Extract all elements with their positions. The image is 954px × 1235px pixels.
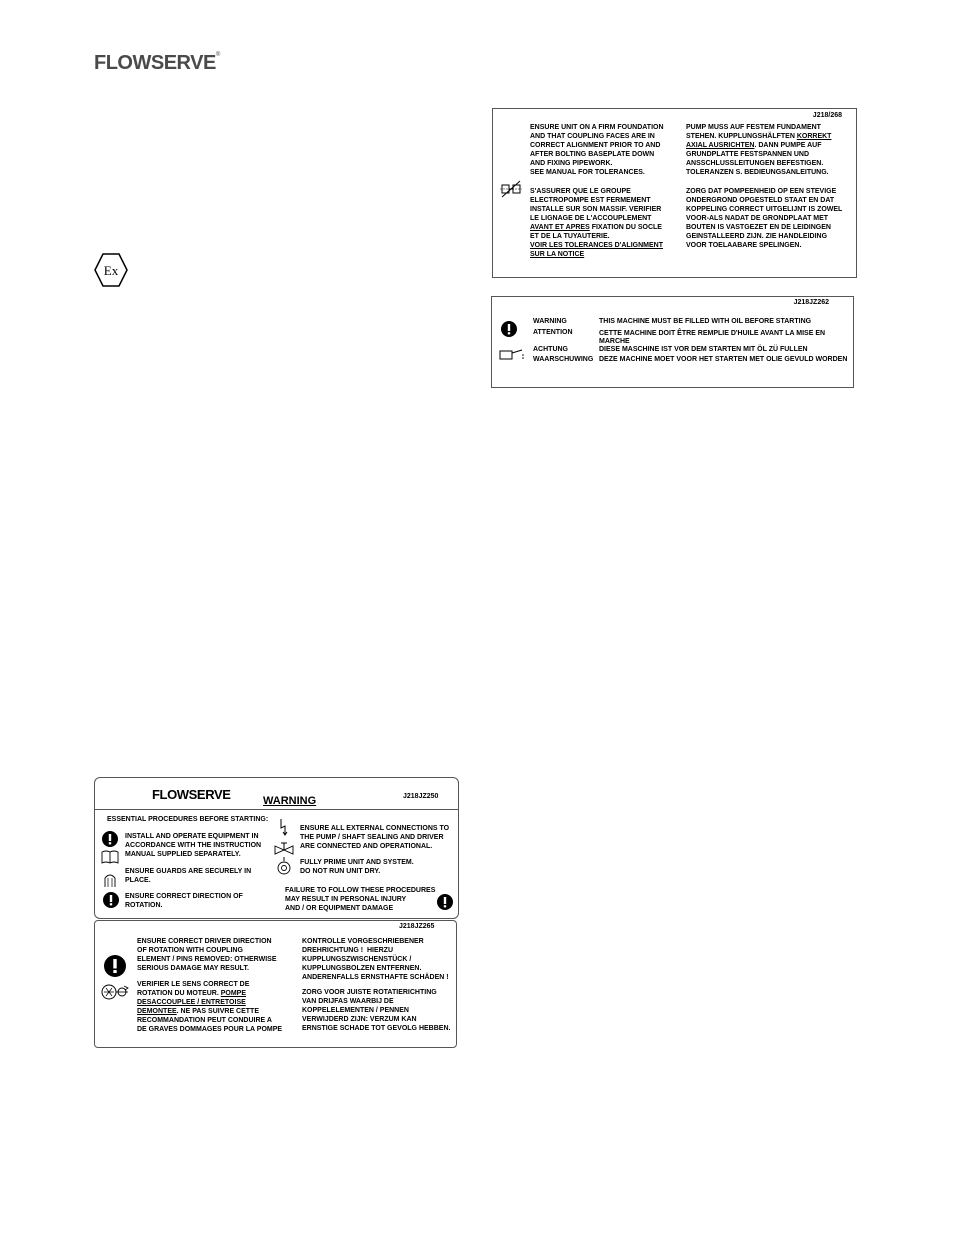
logo-text: FLOWSERVE [94,52,216,74]
label-code: J218/268 [812,112,842,119]
warning-title: WARNING [263,795,317,807]
fr-text-underlined: POMPE DESACCOUPLEE / ENTRETOISE DEMONTEE [137,990,247,1015]
guard-icon [103,872,117,888]
warning-label-header-divider [95,809,458,810]
warning-item-rotation: ENSURE CORRECT DIRECTION OF ROTATION. [125,893,243,909]
fr-text-part: VERIFIER LE SENS CORRECT DE ROTATION DU MOTEUR. [137,981,250,997]
rotation-label [94,920,457,1048]
exclamation-icon [437,894,453,910]
alignment-text-de [686,123,831,177]
de-text-part: . DANN PUMPE AUF GRUNDPLATTE FESTSPANNEN UND ANSSCHLUSSLEITUNGEN BEFESTIGEN. TOLERANZEN S. BEDIEUNGSANLEITUNG. [686,142,829,176]
fr-text-part: . NE PAS SUIVRE CETTE RECOMMANDATION PEUT CONDUIRE A DE GRAVES DOMMAGES POUR LA POMPE [137,1008,283,1033]
warning-label [94,777,459,919]
oil-warning-heading: WARNING [533,318,567,325]
exclamation-icon [102,831,118,847]
registered-mark: ® [215,52,221,58]
warning-heading: ESSENTIAL PROCEDURES BEFORE STARTING: [107,816,269,823]
label-code: J218JZ265 [399,923,435,930]
fr-text-part: FIXATION DU SOCLE ET DE LA TUYAUTERIE. [530,224,662,240]
alignment-pictogram-icon [500,179,522,199]
warning-item-connections: ENSURE ALL EXTERNAL CONNECTIONS TO THE PUMP / SHAFT SEALING AND DRIVER ARE CONNECTED AND OPERATIONAL. [300,825,450,850]
warning-item-guards: ENSURE GUARDS ARE SECURELY IN PLACE. [125,868,252,884]
oil-waarschuwing-text: DEZE MACHINE MOET VOOR HET STARTEN MET OLIE GEVULD WORDEN [599,356,848,363]
oil-can-icon [498,347,526,361]
svg-text:Ex: Ex [103,263,119,278]
oil-label [491,296,854,388]
company-logo [94,52,220,75]
oil-warning-text: THIS MACHINE MUST BE FILLED WITH OIL BEFORE STARTING [599,318,812,325]
de-text-part: PUMP MUSS AUF FESTEM FUNDAMENT STEHEN. KUPPLUNGSHÄLFTEN [686,124,821,140]
warning-item-prime: FULLY PRIME UNIT AND SYSTEM. DO NOT RUN UNIT DRY. [300,859,414,875]
alignment-label [492,108,857,278]
exclamation-icon [501,321,517,337]
de-text-underlined: KORREKT AXIAL AUSRICHTEN [686,133,832,149]
electrical-connection-icon [277,818,289,836]
warning-failure-text: FAILURE TO FOLLOW THESE PROCEDURES MAY RESULT IN PERSONAL INJURY AND / OR EQUIPMENT DAMAGE [285,887,436,912]
oil-achtung-heading: ACHTUNG [533,346,568,353]
alignment-text-en: ENSURE UNIT ON A FIRM FOUNDATION AND THAT COUPLING FACES ARE IN CORRECT ALIGNMENT PRIOR TO AND AFTER BOLTING BASEPLATE DOWN AND FIXING PIPEWORK. SEE MANUAL FOR TOLERANCES. [530,124,664,176]
fr-text-underlined: VOIR LES TOLERANCES D'ALIGNMENT SUR LA NOTICE [530,242,663,258]
rotation-text-fr [137,980,282,1034]
rotation-text-en: ENSURE CORRECT DRIVER DIRECTION OF ROTATION WITH COUPLING ELEMENT / PINS REMOVED: OTHERWISE SERIOUS DAMAGE MAY RESULT. [137,938,277,972]
exclamation-icon [103,892,119,908]
alignment-text-fr [530,187,663,259]
oil-achtung-text: DIESE MASCHINE IST VOR DEM STARTEN MIT ÖL ZÜ FULLEN [599,346,808,353]
rotation-text-de: KONTROLLE VORGESCHRIEBENER DREHRICHTUNG ! HIERZU KUPPLUNGSZWISCHENSTÜCK / KUPPLUNGSBOLZEN ENTFERNEN. ANDERENFALLS ERNSTHAFTE SCHÄDEN ! [302,938,449,981]
oil-waarschuwing-heading: WAARSCHUWING [533,356,594,363]
rotation-direction-icon [100,983,130,1001]
fr-text-part: S'ASSURER QUE LE GROUPE ELECTROPOMPE EST FERMEMENT INSTALLE SUR SON MASSIF. VERIFIER LE LIGNAGE DE L'ACCOUPLEMENT [530,188,662,222]
alignment-text-nl: ZORG DAT POMPEENHEID OP EEN STEVIGE ONDERGROND OPGESTELD STAAT EN DAT KOPPELING CORRECT UITGELIJNT IS ZOWEL VOOR-ALS NADAT DE GRONDPLAAT MET BOUTEN IS VASTGEZET EN DE LEIDINGEN GEINSTALLEERD ZIJN. ZIE HANDLEIDING VOOR TOELAABARE SPELINGEN. [686,188,843,249]
fr-text-underlined: AVANT ET APRES [530,224,590,231]
exclamation-icon [104,955,126,977]
rotation-text-nl: ZORG VOOR JUISTE ROTATIERICHTING VAN DRIJFAS WAARBIJ DE KOPPELELEMENTEN / PENNEN VERWIJDERD ZIJN: VERZUM KAN ERNSTIGE SCHADE TOT GEVOLG HEBBEN. [302,989,451,1032]
warning-label-logo: FLOWSERVE [152,787,231,802]
label-code: J218JZ262 [793,299,829,306]
ex-hexagon-icon [93,252,129,288]
oil-attention-text: CETTE MACHINE DOIT ÊTRE REMPLIE D'HUILE AVANT LA MISE EN MARCHE [599,330,826,345]
label-code: J218JZ250 [403,793,439,800]
prime-pump-icon [277,857,291,875]
manual-book-icon [101,850,119,864]
warning-item-install: INSTALL AND OPERATE EQUIPMENT IN ACCORDANCE WITH THE INSTRUCTION MANUAL SUPPLIED SEPARATELY. [125,833,262,858]
oil-attention-heading: ATTENTION [533,329,573,336]
valve-icon [274,842,294,856]
